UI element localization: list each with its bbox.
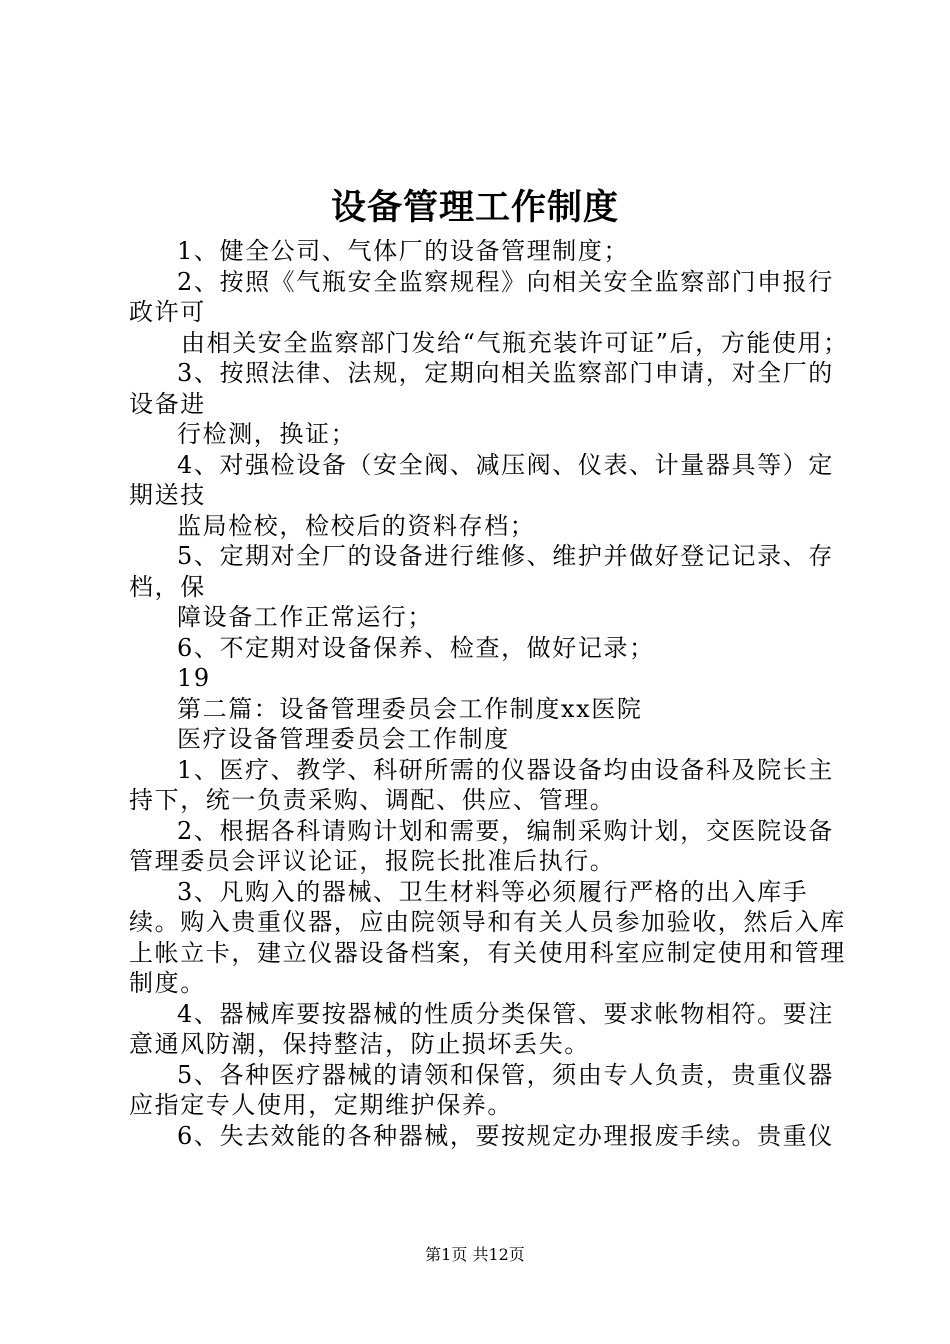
paragraph: 3、凡购入的器械、卫生材料等必须履行严格的出入库手续。购入贵重仪器，应由院领导和有关人员参加验收，然后入库上帐立卡，建立仪器设备档案，有关使用科室应制定使用和管理制度。 xyxy=(129,877,846,997)
paragraph: 6、失去效能的各种器械，要按规定办理报废手续。贵重仪 xyxy=(177,1121,834,1150)
document-body xyxy=(129,236,849,1151)
paragraph: 监局检校，检校后的资料存档； xyxy=(177,511,536,540)
paragraph: 19 xyxy=(177,664,211,692)
paragraph: 4、器械库要按器械的性质分类保管、要求帐物相符。要注意通风防潮，保持整洁，防止损坏丢失。 xyxy=(129,999,834,1058)
paragraph: 2、根据各科请购计划和需要，编制采购计划，交医院设备管理委员会评议论证，报院长批准后执行。 xyxy=(129,816,834,875)
paragraph: 5、各种医疗器械的请领和保管，须由专人负责，贵重仪器应指定专人使用，定期维护保养。 xyxy=(129,1060,834,1119)
paragraph: 障设备工作正常运行； xyxy=(177,603,433,631)
paragraph: 行检测，换证； xyxy=(177,420,357,448)
page-footer: 第1页 共12页 xyxy=(425,1245,525,1264)
paragraph: 5、定期对全厂的设备进行维修、维护并做好登记记录、存档，保 xyxy=(129,542,834,601)
paragraph: 1、健全公司、气体厂的设备管理制度； xyxy=(177,237,630,265)
document-title: 设备管理工作制度 xyxy=(330,187,619,228)
paragraph: 2、按照《气瓶安全监察规程》向相关安全监察部门申报行政许可 xyxy=(129,267,834,326)
paragraph: 3、按照法律、法规，定期向相关监察部门申请，对全厂的设备进 xyxy=(129,359,834,418)
paragraph: 4、对强检设备（安全阀、减压阀、仪表、计量器具等）定期送技 xyxy=(129,450,834,509)
section-heading: 第二篇：设备管理委员会工作制度xx医院 xyxy=(177,694,643,723)
paragraph: 由相关安全监察部门发给“气瓶充装许可证”后，方能使用； xyxy=(181,328,849,357)
section-subheading: 医疗设备管理委员会工作制度 xyxy=(177,725,510,753)
paragraph: 6、不定期对设备保养、检查，做好记录； xyxy=(177,633,655,662)
paragraph: 1、医疗、教学、科研所需的仪器设备均由设备科及院长主持下，统一负责采购、调配、供应、管理。 xyxy=(129,755,834,814)
